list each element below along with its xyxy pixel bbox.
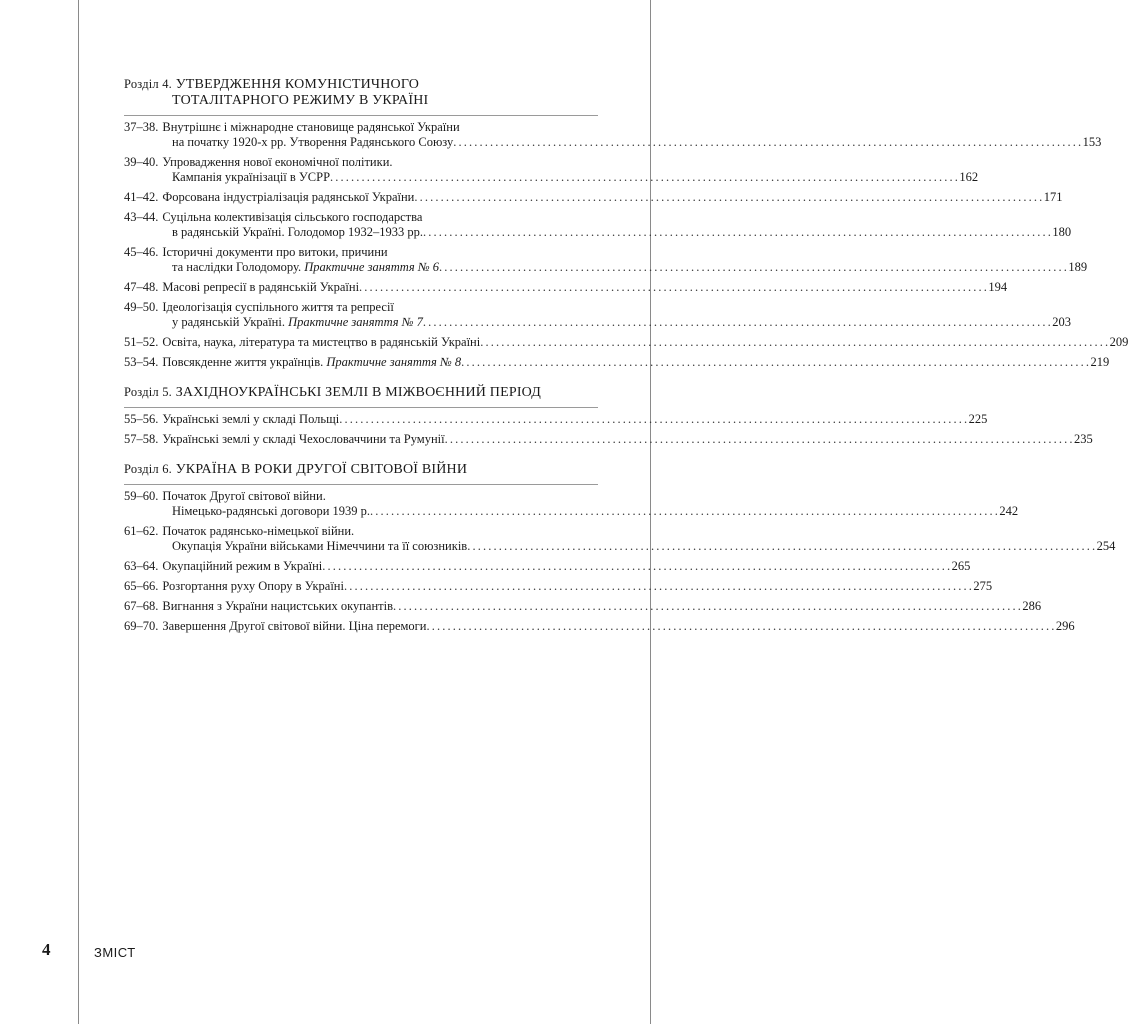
page-ref: 162 xyxy=(959,170,979,184)
lesson-number: 49–50. xyxy=(124,300,159,314)
page-ref: 194 xyxy=(988,280,1008,294)
dot-leader xyxy=(426,619,1053,634)
dot-leader xyxy=(423,315,1050,330)
toc-entry[interactable] xyxy=(124,355,1110,370)
section-divider xyxy=(124,407,598,408)
lesson-title: Ідеологізація суспільного життя та репресії xyxy=(162,300,394,314)
dot-leader xyxy=(439,260,1066,275)
lesson-number: 45–46. xyxy=(124,245,159,259)
dot-leader xyxy=(414,190,1041,205)
lesson-title: Початок радянсько-німецької війни. xyxy=(162,524,355,538)
lesson-title: Масові репресії в радянській Україні xyxy=(162,280,360,294)
section-title-line: ТОТАЛІТАРНОГО РЕЖИМУ В УКРАЇНІ xyxy=(172,93,429,108)
toc-section xyxy=(124,76,1128,370)
page-ref: 171 xyxy=(1043,190,1063,204)
running-title: ЗМІСТ xyxy=(94,945,136,960)
toc-entry[interactable] xyxy=(124,245,1088,275)
toc-entry[interactable] xyxy=(124,619,1075,634)
toc-entry[interactable] xyxy=(124,579,993,594)
lesson-number: 55–56. xyxy=(124,412,159,426)
left-margin-line xyxy=(78,0,79,1024)
dot-leader xyxy=(359,280,986,295)
lesson-title: у радянській Україні. xyxy=(172,315,289,329)
page-ref: 275 xyxy=(973,579,993,593)
dot-leader xyxy=(467,539,1094,554)
lesson-number: 65–66. xyxy=(124,579,159,593)
lesson-title: Форсована індустріалізація радянської України xyxy=(162,190,415,204)
page-ref: 189 xyxy=(1068,260,1088,274)
dot-leader xyxy=(370,504,997,519)
toc-entry[interactable] xyxy=(124,599,1042,614)
lesson-title: Розгортання руху Опору в Україні xyxy=(162,579,344,593)
toc-entry[interactable] xyxy=(124,210,1072,240)
page-number: 4 xyxy=(42,940,51,959)
section-heading xyxy=(124,461,598,478)
section-heading xyxy=(124,384,598,401)
page-ref: 265 xyxy=(951,559,971,573)
toc-entry[interactable] xyxy=(124,120,1102,150)
lesson-title: Вигнання з України нацистських окупантів xyxy=(162,599,394,613)
lesson-number: 53–54. xyxy=(124,355,159,369)
lesson-title: Завершення Другої світової війни. Ціна перемоги xyxy=(162,619,427,633)
page-ref: 203 xyxy=(1052,315,1071,329)
lesson-number: 47–48. xyxy=(124,280,159,294)
page-ref: 254 xyxy=(1096,539,1116,553)
page-ref: 296 xyxy=(1055,619,1075,633)
lesson-number: 51–52. xyxy=(124,335,159,349)
lesson-title: Історичні документи про витоки, причини xyxy=(162,245,388,259)
dot-leader xyxy=(445,432,1072,447)
dot-leader xyxy=(330,170,957,185)
practical-lesson-label: Практичне заняття № 6 xyxy=(304,260,440,274)
page-ref: 219 xyxy=(1090,355,1110,369)
dot-leader xyxy=(344,579,971,594)
section-divider xyxy=(124,484,598,485)
lesson-number: 59–60. xyxy=(124,489,159,503)
practical-lesson-label: Практичне заняття № 8 xyxy=(326,355,462,369)
page-ref: 242 xyxy=(999,504,1019,518)
lesson-number: 63–64. xyxy=(124,559,159,573)
lesson-title: Освіта, наука, література та мистецтво в радянській Україні xyxy=(162,335,481,349)
lesson-title: Українські землі у складі Польщі xyxy=(162,412,340,426)
lesson-title: Початок Другої світової війни. xyxy=(162,489,326,503)
toc-entry[interactable] xyxy=(124,335,1128,350)
lesson-title: в радянській Україні. Голодомор 1932–1933 рр. xyxy=(172,225,423,239)
lesson-title: Суцільна колективізація сільського господарства xyxy=(162,210,423,224)
lesson-title: Повсякденне життя українців. xyxy=(162,355,327,369)
toc-entry[interactable] xyxy=(124,489,1019,519)
dot-leader xyxy=(393,599,1020,614)
section-label: Розділ 6. xyxy=(124,462,172,476)
section-title-line: ЗАХІДНОУКРАЇНСЬКІ ЗЕМЛІ В МІЖВОЄННИЙ ПЕРІОД xyxy=(175,385,542,400)
dot-leader xyxy=(461,355,1088,370)
toc-section xyxy=(124,461,1116,634)
lesson-number: 41–42. xyxy=(124,190,159,204)
toc-entry[interactable] xyxy=(124,280,1008,295)
section-title-line: УТВЕРДЖЕННЯ КОМУНІСТИЧНОГО xyxy=(175,77,420,92)
lesson-title: Упровадження нової економічної політики. xyxy=(162,155,393,169)
toc-section xyxy=(124,384,1093,447)
toc-entry[interactable] xyxy=(124,524,1116,554)
dot-leader xyxy=(453,135,1080,150)
practical-lesson-label: Практичне заняття № 7 xyxy=(288,315,423,329)
toc-entry[interactable] xyxy=(124,300,1071,330)
lesson-title: Німецько-радянські договори 1939 р. xyxy=(172,504,371,518)
section-label: Розділ 4. xyxy=(124,77,172,91)
lesson-number: 61–62. xyxy=(124,524,159,538)
page-ref: 153 xyxy=(1082,135,1102,149)
section-title-line: УКРАЇНА В РОКИ ДРУГОЇ СВІТОВОЇ ВІЙНИ xyxy=(175,462,468,477)
lesson-title: Окупаційний режим в Україні xyxy=(162,559,323,573)
lesson-title: Українські землі у складі Чехословаччини та Румунії xyxy=(162,432,445,446)
lesson-number: 43–44. xyxy=(124,210,159,224)
lesson-number: 39–40. xyxy=(124,155,159,169)
page-ref: 286 xyxy=(1022,599,1042,613)
page-ref: 235 xyxy=(1073,432,1093,446)
toc-entry[interactable] xyxy=(124,559,971,574)
page-ref: 180 xyxy=(1052,225,1072,239)
toc-entry[interactable] xyxy=(124,412,988,427)
lesson-number: 67–68. xyxy=(124,599,159,613)
dot-leader xyxy=(480,335,1107,350)
section-divider xyxy=(124,115,598,116)
toc-entry[interactable] xyxy=(124,155,979,185)
lesson-title: Окупація України військами Німеччини та її союзників xyxy=(172,539,468,553)
lesson-title: Внутрішнє і міжнародне становище радянської України xyxy=(162,120,460,134)
lesson-number: 57–58. xyxy=(124,432,159,446)
dot-leader xyxy=(423,225,1050,240)
toc-entry[interactable] xyxy=(124,190,1063,205)
lesson-number: 37–38. xyxy=(124,120,159,134)
section-heading xyxy=(124,76,598,109)
page-ref: 225 xyxy=(968,412,988,426)
toc-entry[interactable] xyxy=(124,432,1093,447)
lesson-title: Кампанія українізації в УСРР xyxy=(172,170,331,184)
page-ref: 209 xyxy=(1109,335,1128,349)
dot-leader xyxy=(339,412,966,427)
lesson-number: 69–70. xyxy=(124,619,159,633)
section-label: Розділ 5. xyxy=(124,385,172,399)
table-of-contents xyxy=(124,76,1128,648)
dot-leader xyxy=(322,559,949,574)
lesson-title: на початку 1920-х рр. Утворення Радянського Союзу xyxy=(172,135,454,149)
lesson-title: та наслідки Голодомору. xyxy=(172,260,305,274)
